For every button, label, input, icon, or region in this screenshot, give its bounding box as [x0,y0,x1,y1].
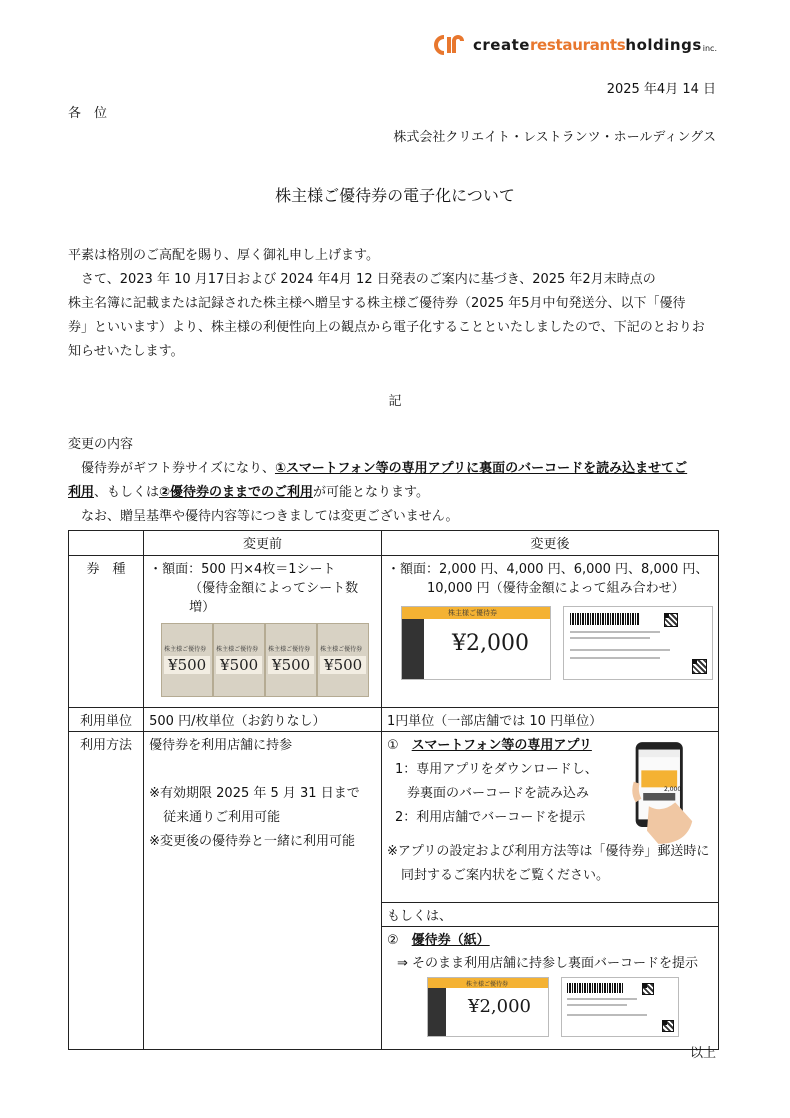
new-ticket-back-image [563,606,713,680]
old-ticket [213,623,265,697]
changes-line-1-underlined: ①スマートフォン等の専用アプリに裏面のバーコードを読み込ませてご [274,461,688,476]
old-ticket-title: 株主様ご優待券 [164,646,207,653]
paper-description: ⇒ そのまま利用店舗に持参し裏面バーコードを提示 [397,956,699,971]
addressee: 各 位 [68,106,108,121]
app-step-1b: 券裏面のバーコードを読み込み [407,786,590,801]
header-blank-cell [69,531,144,556]
barcode-icon [570,613,640,625]
type-after-line-2: 10,000 円（優待金額によって組み合わせ） [427,581,685,596]
qr-code-icon [662,1020,674,1032]
document-date: 2025 年4月 14 日 [606,82,716,97]
ki-marker: 記 [388,394,402,409]
table-row-type [69,556,719,708]
changes-section [68,433,728,529]
app-title: スマートフォン等の専用アプリ [411,738,592,753]
table-header-row [69,531,719,556]
ticket-text-line [567,998,637,1000]
changes-line-1-pre: 優待券がギフト券サイズになり、 [81,461,275,476]
logo-word-inc: inc. [702,44,717,53]
changes-line-1 [68,457,728,481]
app-note-1: ※アプリの設定および利用方法等は「優待券」郵送時に [387,844,710,859]
barcode-icon [567,983,623,993]
logo-word-create: create [473,36,530,54]
comparison-table [68,530,719,1050]
qr-code-icon [664,613,678,627]
intro-line-1: 平素は格別のご高配を賜り、厚く御礼申し上げます。 [68,248,379,263]
smartphone-app-image [630,738,700,850]
ticket-text-line [570,649,670,651]
row-label-type: 券 種 [69,556,144,708]
logo-word-restaurants: restaurants [529,36,626,54]
old-ticket-title: 株主様ご優待券 [216,646,259,653]
old-ticket-amount: ¥500 [216,656,262,674]
old-ticket [317,623,369,697]
row-label-usage: 利用方法 [69,732,144,1050]
old-ticket-amount: ¥500 [164,656,210,674]
intro-line-3: 株主名簿に記載または記録された株主様へ贈呈する株主様ご優待券（2025 年5月中旬発送分、以下「優待 [68,296,686,311]
qr-code-icon [692,659,707,674]
changes-line-2-underlined-1: 利用 [68,485,95,500]
paper-ticket-images [427,977,713,1037]
ticket-logo-block [428,988,446,1036]
new-ticket-images [401,606,713,680]
ticket-text-line [567,1004,627,1006]
changes-line-2-post: が可能となります。 [313,485,430,500]
new-ticket-title: 株主様ご優待券 [448,609,497,617]
paper-ticket-title: 株主様ご優待券 [466,981,509,988]
logo-word-holdings: holdings [625,36,702,54]
old-ticket-title: 株主様ご優待券 [320,646,363,653]
new-ticket-amount: ¥2,000 [452,631,529,656]
header-before: 変更前 [144,531,382,556]
usage-before-line-1: 優待券を利用店舗に持参 [149,738,293,753]
changes-heading: 変更の内容 [68,437,134,452]
old-ticket-sheet-image [161,623,373,705]
paper-ticket-back-image [561,977,679,1037]
company-name: 株式会社クリエイト・レストランツ・ホールディングス [393,130,716,145]
closing-mark: 以上 [689,1046,716,1061]
header-after: 変更後 [382,531,719,556]
row-label-unit: 利用単位 [69,708,144,732]
usage-app-cell [382,732,719,903]
paper-heading [387,929,713,948]
changes-line-2-underlined-2: ②優待券のままでのご利用 [159,485,314,500]
or-cell: もしくは、 [382,903,719,927]
usage-before-line-4: ※変更後の優待券と一緒に利用可能 [149,834,356,849]
paper-number: ② [387,933,399,948]
ticket-text-line [570,657,660,659]
paper-title: 優待券（紙） [411,933,490,948]
usage-before-line-2: ※有効期限 2025 年 5 月 31 日まで [149,786,360,801]
intro-line-2: さて、2023 年 10 月17日および 2024 年4月 12 日発表のご案内に基づき、2025 年2月末時点の [81,272,656,287]
app-number: ① [387,738,399,753]
ticket-logo-block [402,619,424,679]
app-note-2: 同封するご案内状をご覧ください。 [401,868,610,883]
qr-code-icon [642,983,654,995]
table-row-unit [69,708,719,732]
usage-before-cell [144,732,382,1050]
table-row-usage [69,732,719,903]
intro-line-5: 知らせいたします。 [68,344,184,359]
phone-amount: 2,000 [664,786,682,793]
old-ticket [265,623,317,697]
usage-before-line-3: 従来通りご利用可能 [163,810,281,825]
usage-paper-cell [382,927,719,1050]
ticket-text-line [570,631,660,633]
unit-after: 1円単位（一部店舗では 10 円単位） [382,708,719,732]
app-step-1a: 1：専用アプリをダウンロードし、 [395,762,598,777]
unit-before: 500 円/枚単位（お釣りなし） [144,708,382,732]
new-ticket-front-image [401,606,551,680]
page-title: 株主様ご優待券の電子化について [275,186,515,205]
changes-line-3: なお、贈呈基準や優待内容等につきましては変更ございません。 [81,509,459,524]
old-ticket-amount: ¥500 [320,656,366,674]
old-ticket-amount: ¥500 [268,656,314,674]
intro-line-4: 券」といいます）より、株主様の利便性向上の観点から電子化することといたしましたので、下記のとおりお [68,320,705,335]
app-step-2: 2：利用店舗でバーコードを提示 [395,810,586,825]
type-before-line-2: （優待金額によってシート数増） [189,581,359,615]
type-after-cell [382,556,719,708]
type-before-cell [144,556,382,708]
paper-ticket-amount: ¥2,000 [468,996,531,1017]
type-after-line-1: ・額面：2,000 円、4,000 円、6,000 円、8,000 円、 [387,562,709,577]
company-logo [432,34,717,56]
paper-ticket-front-image [427,977,549,1037]
changes-line-2-mid: 、もしくは [94,485,160,500]
changes-line-2 [68,481,728,505]
old-ticket-title: 株主様ご優待券 [268,646,311,653]
logo-mark-icon [432,34,470,56]
old-ticket [161,623,213,697]
ticket-text-line [570,637,650,639]
ticket-text-line [567,1014,647,1016]
type-before-line-1: ・額面：500 円×4枚＝1シート [149,562,336,577]
intro-paragraph [68,244,728,364]
